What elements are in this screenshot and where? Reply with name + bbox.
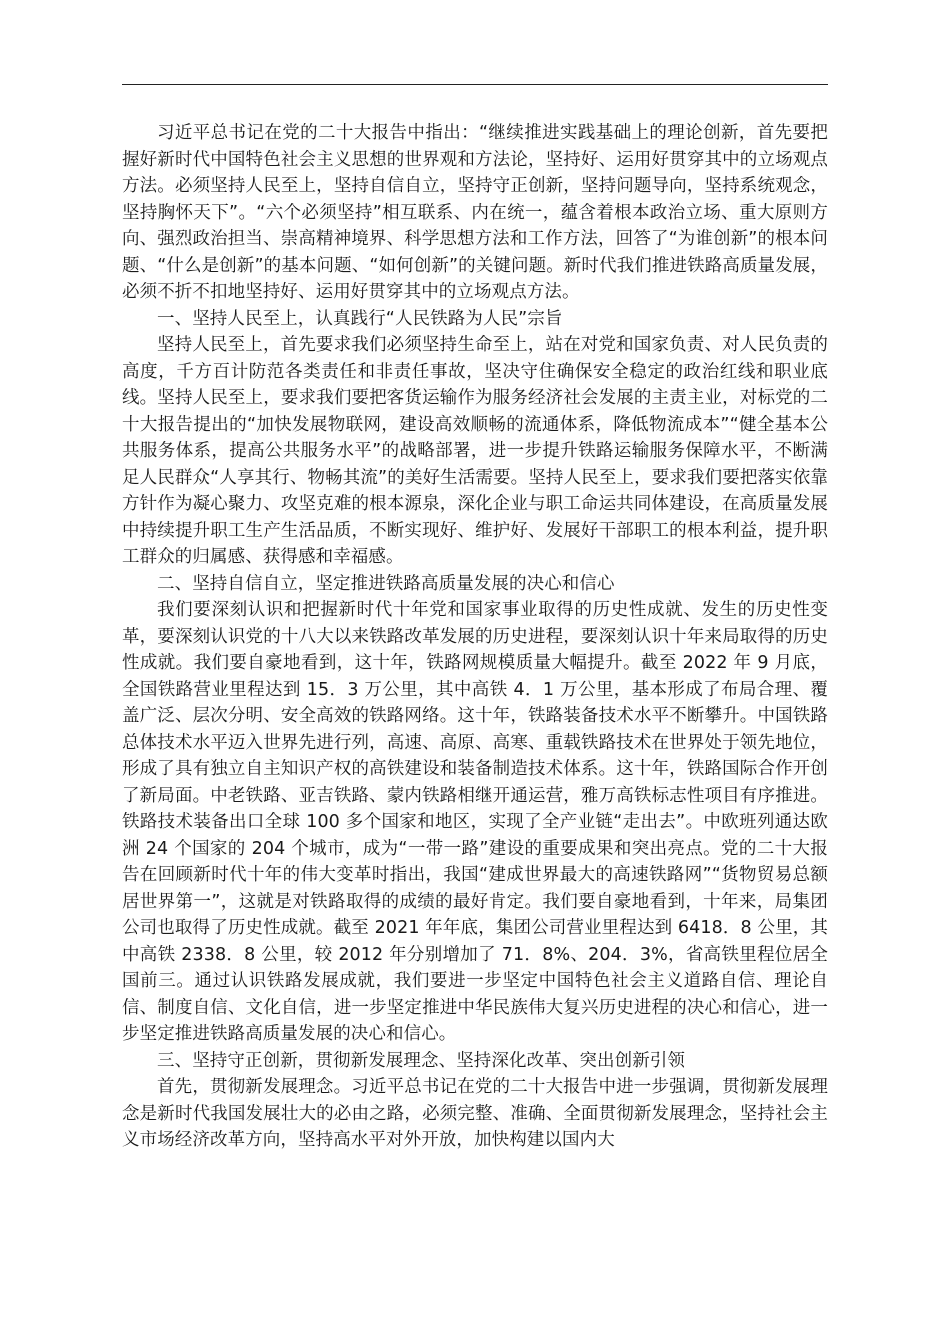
paragraph-section-1: 坚持人民至上，首先要求我们必须坚持生命至上，站在对党和国家负责、对人民负责的高度，千方百计防范各类责任和非责任事故，坚决守住确保安全稳定的政治红线和职业底线。坚持人民至上，要求我们要把客货运输作为服务经济社会发展的主责主业，对标党的二十大报告提出的“加快发展物联网，建设高效顺畅的流通体系，降低物流成本”“健全基本公共服务体系，提高公共服务水平”的战略部署，进一步提升铁路运输服务保障水平，不断满足人民群众“人享其行、物畅其流”的美好生活需要。坚持人民至上，要求我们要把落实依靠方针作为凝心聚力、攻坚克难的根本源泉，深化企业与职工命运共同体建设，在高质量发展中持续提升职工生产生活品质，不断实现好、维护好、发展好干部职工的根本利益，提升职工群众的归属感、获得感和幸福感。 xyxy=(122,335,828,567)
section-heading-3: 三、坚持守正创新，贯彻新发展理念、坚持深化改革、突出创新引领 xyxy=(157,1050,685,1071)
header-rule xyxy=(122,84,828,85)
section-heading-1: 一、坚持人民至上，认真践行“人民铁路为人民”宗旨 xyxy=(157,308,563,329)
paragraph-section-3: 首先，贯彻新发展理念。习近平总书记在党的二十大报告中进一步强调，贯彻新发展理念是新时代我国发展壮大的必由之路，必须完整、准确、全面贯彻新发展理念，坚持社会主义市场经济改革方向，坚持高水平对外开放，加快构建以国内大 xyxy=(122,1077,828,1150)
document-body xyxy=(122,120,828,1154)
paragraph-intro: 习近平总书记在党的二十大报告中指出：“继续推进实践基础上的理论创新，首先要把握好新时代中国特色社会主义思想的世界观和方法论，坚持好、运用好贯穿其中的立场观点方法。必须坚持人民至上，坚持自信自立，坚持守正创新，坚持问题导向，坚持系统观念，坚持胸怀天下”。“六个必须坚持”相互联系、内在统一，蕴含着根本政治立场、重大原则方向、强烈政治担当、崇高精神境界、科学思想方法和工作方法，回答了“为谁创新”的根本问题、“什么是创新”的基本问题、“如何创新”的关键问题。新时代我们推进铁路高质量发展，必须不折不扣地坚持好、运用好贯穿其中的立场观点方法。 xyxy=(122,123,828,302)
paragraph-section-2: 我们要深刻认识和把握新时代十年党和国家事业取得的历史性成就、发生的历史性变革，要深刻认识党的十八大以来铁路改革发展的历史进程，要深刻认识十年来局取得的历史性成就。我们要自豪地看到，这十年，铁路网规模质量大幅提升。截至 2022 年 9 月底，全国铁路营业里程达到 15．3 万公里，其中高铁 4．1 万公里，基本形成了布局合理、覆盖广泛、层次分明、安全高效的铁路网络。这十年，铁路装备技术水平不断攀升。中国铁路总体技术水平迈入世界先进行列，高速、高原、高寒、重载铁路技术在世界处于领先地位，形成了具有独立自主知识产权的高铁建设和装备制造技术体系。这十年，铁路国际合作开创了新局面。中老铁路、亚吉铁路、蒙内铁路相继开通运营，雅万高铁标志性项目有序推进。铁路技术装备出口全球 100 多个国家和地区，实现了全产业链“走出去”。中欧班列通达欧洲 24 个国家的 204 个城市，成为“一带一路”建设的重要成果和突出亮点。党的二十大报告在回顾新时代十年的伟大变革时指出，我国“建成世界最大的高速铁路网”“货物贸易总额居世界第一”，这就是对铁路取得的成绩的最好肯定。我们要自豪地看到，十年来，局集团公司也取得了历史性成就。截至 2021 年年底，集团公司营业里程达到 6418．8 公里，其中高铁 2338．8 公里，较 2012 年分别增加了 71．8%、204．3%，省高铁里程位居全国前三。通过认识铁路发展成就，我们要进一步坚定中国特色社会主义道路自信、理论自信、制度自信、文化自信，进一步坚定推进中华民族伟大复兴历史进程的决心和信心，进一步坚定推进铁路高质量发展的决心和信心。 xyxy=(122,600,828,1044)
section-heading-2: 二、坚持自信自立，坚定推进铁路高质量发展的决心和信心 xyxy=(157,573,615,594)
